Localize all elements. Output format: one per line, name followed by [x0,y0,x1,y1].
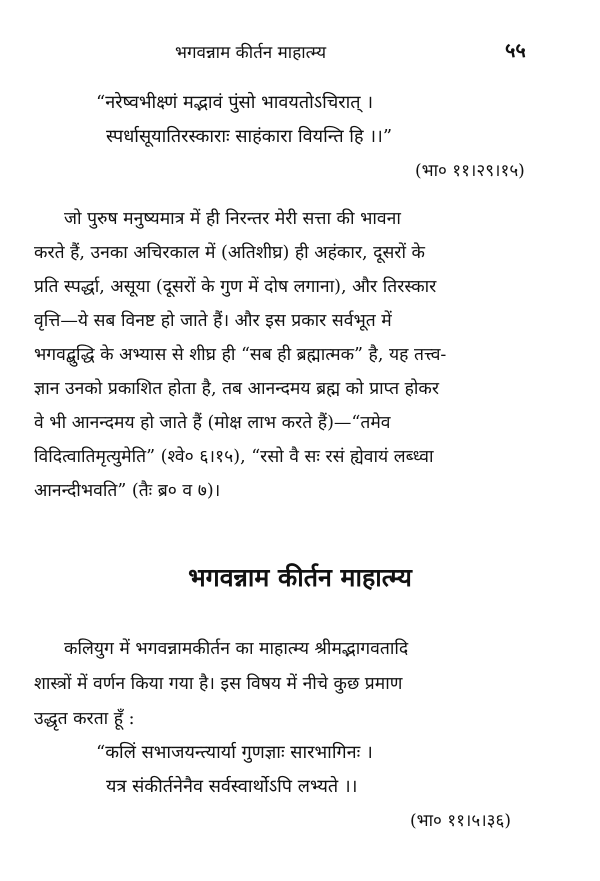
running-title: भगवन्नाम कीर्तन माहात्म्य [175,43,327,63]
paragraph-line: ज्ञान उनको प्रकाशित होता है, तब आनन्दमय ब्रह्म को प्राप्त होकर [34,379,440,399]
paragraph-line: उद्धृत करता हूँ : [34,709,135,729]
paragraph-line: प्रति स्पर्द्धा, असूया (दूसरों के गुण में दोष लगाना), और तिरस्कार [34,277,437,297]
paragraph-line: वृत्ति—ये सब विनष्ट हो जाते हैं। और इस प्रकार सर्वभूत में [34,311,392,331]
section-heading: भगवन्नाम कीर्तन माहात्म्य [188,563,412,592]
page-number: ५५ [505,38,526,62]
verse-reference: (भा० ११।२९।१५) [415,161,525,181]
verse-line: “कलिं सभाजयन्त्यार्या गुणज्ञाः सारभागिनः । [96,742,373,763]
paragraph-line: भगवद्बुद्धि के अभ्यास से शीघ्र ही “सब ही ब्रह्मात्मक” है, यह तत्त्व- [34,345,447,365]
paragraph-line: कलियुग में भगवन्नामकीर्तन का माहात्म्य श्रीमद्भागवतादि [64,639,409,659]
verse-line: “नरेष्वभीक्ष्णं मद्भावं पुंसो भावयतोऽचिरात् । [96,92,374,113]
verse-line: स्पर्धासूयातिरस्काराः साहंकारा वियन्ति हि ।।” [106,126,393,147]
verse-reference: (भा० ११।५।३६) [410,811,511,831]
paragraph-line: जो पुरुष मनुष्यमात्र में ही निरन्तर मेरी सत्ता की भावना [64,209,401,229]
page-header [0,34,600,74]
paragraph-line: विदित्वातिमृत्युमेति” (श्वे० ६।१५), “रसो वै सः रसं ह्येवायं लब्ध्वा [34,447,434,467]
paragraph-line: शास्त्रों में वर्णन किया गया है। इस विषय में नीचे कुछ प्रमाण [34,674,403,694]
verse-line: यत्र संकीर्तनेनैव सर्वस्वार्थोऽपि लभ्यते ।। [106,776,358,797]
paragraph-line: वे भी आनन्दमय हो जाते हैं (मोक्ष लाभ करते हैं)—“तमेव [34,413,391,433]
paragraph-line: करते हैं, उनका अचिरकाल में (अतिशीघ्र) ही अहंकार, दूसरों के [34,243,425,263]
paragraph-line: आनन्दीभवति” (तैः ब्र० व ७)। [34,481,221,501]
